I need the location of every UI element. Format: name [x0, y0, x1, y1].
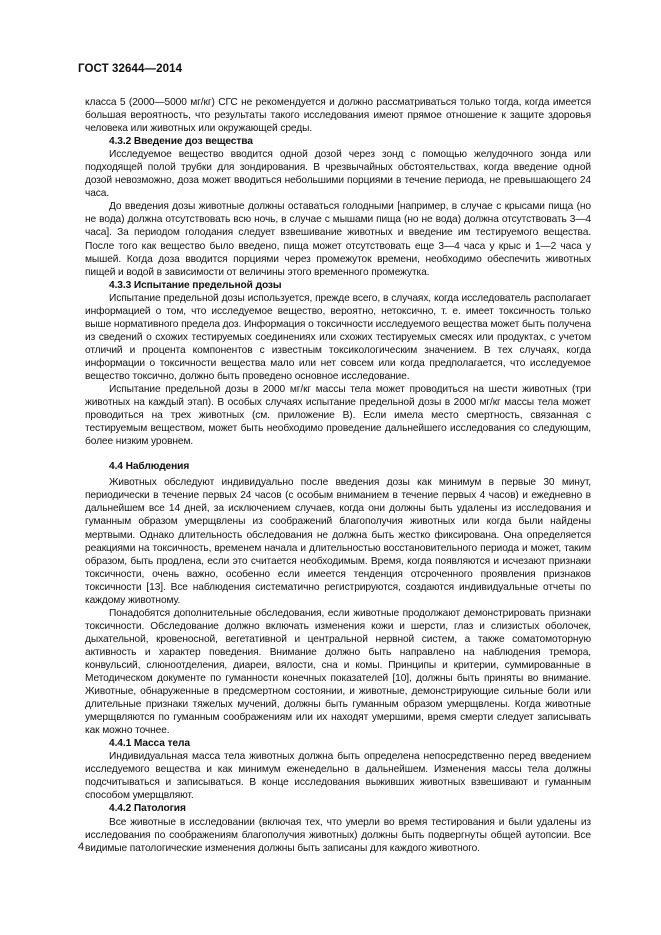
section-heading-4-4-2: 4.4.2 Патология: [109, 803, 186, 815]
paragraph-4-4-1: Животных обследуют индивидуально после введения дозы как минимум в первые 30 минут, периодически в течение первых 24 часов (с особым вниманием в течение первых 4 часов) и ежедневно в дальнейшем все 14 дней, за исключением случаев, когда они должны быть удалены из исследования и гуманным образом умерщвлены из соображений благополучия животных или когда были найдены мертвыми. Однако длительность обследования не должна быть жестко фиксирована. Она определяется реакциями на токсичность, временем начала и длительностью восстановительного периода и может, таким образом, быть продлена, если это считается необходимым. Время, когда появляются и исчезают признаки токсичности, очень важно, особенно если имеется тенденция отсроченного проявления признаков токсичности [13]. Все наблюдения систематично регистрируются, создаются индивидуальные отчеты по каждому животному.: [85, 477, 591, 606]
paragraph-4-3-3-2: Испытание предельной дозы в 2000 мг/кг массы тела может проводиться на шести животных (три животных на каждый этап). В особых случаях испытание предельной дозы в 2000 мг/кг массы тела может проводиться на трех животных (см. приложение В). Если имела место смертность, связанная с тестируемым веществом, может быть необходимо проведение дальнейшего исследования со следующим, более низким уровнем.: [85, 384, 591, 448]
paragraph-intro: класса 5 (2000—5000 мг/кг) СГС не рекомендуется и должно рассматриваться только тогда, когда имеется большая вероятность, что результаты такого исследования имеют прямое отношение к защите здоровья человека или животных или окружающей среды.: [85, 97, 591, 135]
paragraph-4-4-1-body: Индивидуальная масса тела животных должна быть определена непосредственно перед введением исследуемого вещества и как минимум еженедельно в дальнейшем. Изменения массы тела должны подсчитываться и записываться. В конце исследования выживших животных взвешивают и гуманным способом умерщвляют.: [85, 751, 591, 802]
section-heading-4-3-3: 4.3.3 Испытание предельной дозы: [109, 279, 282, 291]
section-heading-4-4: 4.4 Наблюдения: [109, 461, 190, 473]
document-body: [85, 96, 591, 855]
paragraph-4-4-2: Понадобятся дополнительные обследования, если животные продолжают демонстрировать признаки токсичности. Обследование должно включать изменения кожи и шерсти, глаз и слизистых оболочек, дыхательной, кровеносной, вегетативной и центральной нервной систем, а также соматомоторную активность и характер поведения. Внимание должно быть направлено на наблюдения тремора, конвульсий, слюноотделения, диареи, вялости, сна и комы. Принципы и критерии, суммированные в Методическом документе по гуманности конечных показателей [10], должны быть приняты во внимание. Животные, обнаруженные в предсмертном состоянии, и животные, демонстрирующие сильные боли или длительные признаки тяжелых мучений, должны быть гуманным образом умерщвлены. Когда животные умерщвляются по гуманным соображениям или их находят умершими, время смерти следует записывать как можно точнее.: [85, 607, 591, 737]
page-number: 4: [78, 841, 85, 853]
document-header: ГОСТ 32644—2014: [78, 63, 183, 75]
paragraph-4-3-2-1: Исследуемое вещество вводится одной дозой через зонд с помощью желудочного зонда или подходящей полой трубки для зондирования. В чрезвычайных обстоятельствах, когда введение одной дозой невозможно, доза может вводиться небольшими порциями в течение периода, не превышающего 24 часа.: [85, 149, 591, 200]
paragraph-4-3-2-2: До введения дозы животные должны оставаться голодными [например, в случае с крысами пища (но не вода) должна отсутствовать всю ночь, в случае с мышами пища (но не вода) должна отсутствовать 3—4 часа]. За периодом голодания следует взвешивание животных и введение им тестируемого вещества. После того как вещество было введено, пища может отсутствовать еще 3—4 часа у крыс и 1—2 часа у мышей. Когда доза вводится порциями через промежуток времени, необходимо обеспечить животных пищей и водой в зависимости от величины этого временного промежутка.: [85, 201, 591, 278]
paragraph-4-3-3-1: Испытание предельной дозы используется, прежде всего, в случаях, когда исследователь располагает информацией о том, что исследуемое вещество, вероятно, нетоксично, т. е. имеет токсичность только выше нормативного предела доз. Информация о токсичности исследуемого вещества может быть получена из сведений о схожих тестируемых соединениях или схожих тестируемых смесях или продуктах, с учетом отличий и процента компонентов с известным токсикологическим значением. В тех случаях, когда информации о токсичности вещества мало или нет совсем или когда предполагается, что исследуемое вещество токсично, должно быть проведено основное исследование.: [85, 292, 591, 382]
section-heading-4-4-1: 4.4.1 Масса тела: [109, 738, 190, 750]
section-heading-4-3-2: 4.3.2 Введение доз вещества: [109, 136, 253, 148]
paragraph-4-4-2-body: Все животные в исследовании (включая тех, что умерли во время тестирования и были удалены из исследования по соображениям благополучия животных) должны быть подвергнуты общей аутопсии. Все видимые патологические изменения должны быть записаны для каждого животного.: [85, 816, 591, 854]
